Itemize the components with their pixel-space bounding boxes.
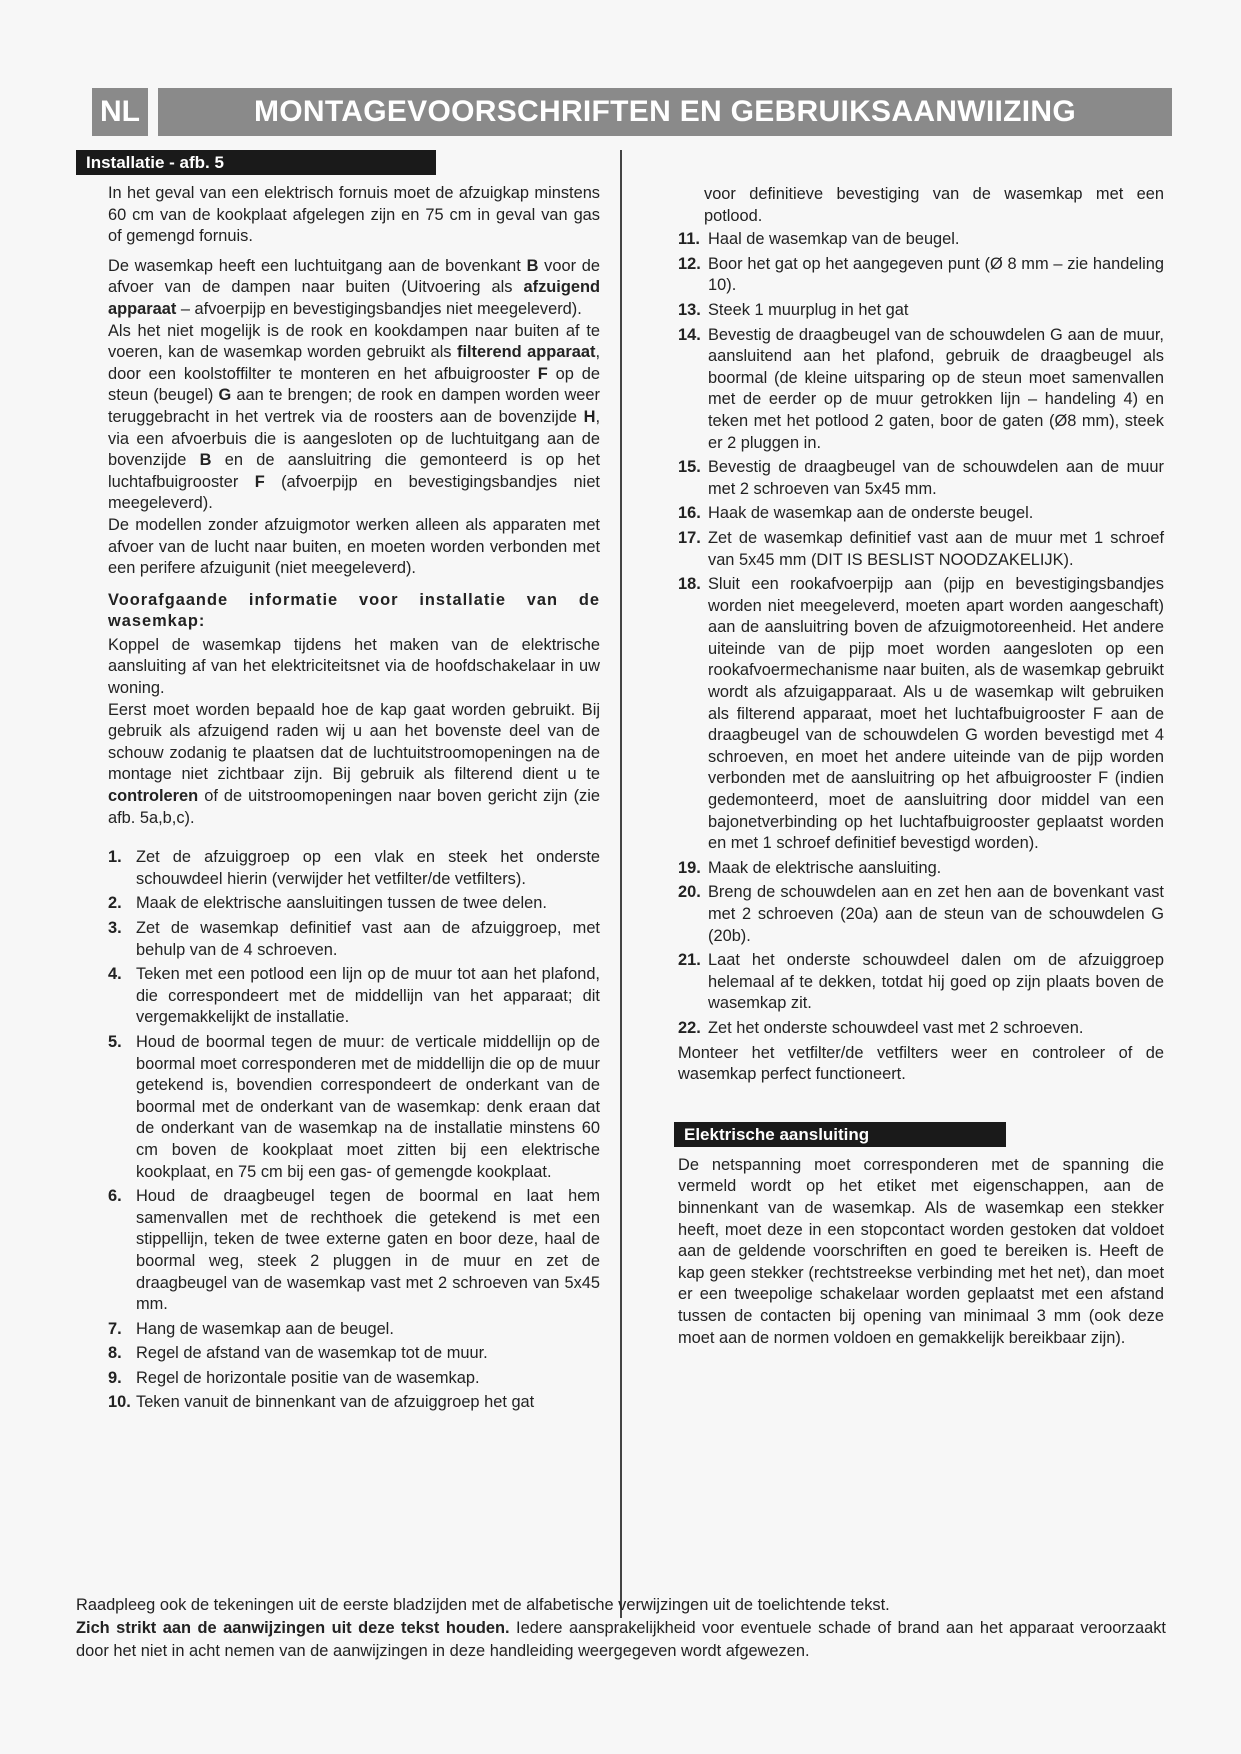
paragraph: De modellen zonder afzuigmotor werken alleen als apparaten met afvoer van de lucht naar buiten, en moeten worden verbonden met een perifere afzuigunit (niet meegeleverd). bbox=[108, 515, 600, 578]
paragraph: De netspanning moet corresponderen met de spanning die vermeld wordt op het etiket met eigenschappen, aan de binnenkant van de wasemkap. Als de wasemkap een stekker heeft, moet deze in een stopcontact worden gestoken dat voldoet aan de geldende voorschriften en goed te bereiken is. Heeft de kap geen stekker (rechtstreekse verbinding met het net), dan moet er een tweepolige schakelaar worden geplaatst met een afstand tussen de contacten bij opening van minimaal 3 mm (ook deze moet aan de normen voldoen en gemakkelijk bereikbaar zijn). bbox=[678, 1155, 1164, 1347]
steps-list-left bbox=[108, 847, 600, 1414]
list-item: 16. Haak de wasemkap aan de onderste beugel. bbox=[678, 504, 1034, 523]
list-item: 14. Bevestig de draagbeugel van de schouwdelen G aan de muur, aansluitend aan het plafond, gebruik de draagbeugel als boormal (de kleine uitsparing op de steun moet samenvallen met de eerder op de muur getrokken lijn – handeling 4) en teken met het potlood 2 gaten, boor de gaten (Ø8 mm), steek er 2 pluggen in. bbox=[678, 325, 1164, 452]
list-item: 4. Teken met een potlood een lijn op de muur tot aan het plafond, die correspondeert met de middellijn van het apparaat; dit vergemakkelijkt de installatie. bbox=[108, 965, 600, 1027]
steps-list-right bbox=[678, 229, 1164, 1039]
list-item: 10. Teken vanuit de binnenkant van de afzuiggroep het gat bbox=[108, 1393, 535, 1412]
paragraph: In het geval van een elektrisch fornuis moet de afzuigkap minstens 60 cm van de kookplaat afgelegen zijn en 75 cm in geval van gas of gemengd fornuis. bbox=[108, 184, 600, 246]
list-item: 6. Houd de draagbeugel tegen de boormal en laat hem samenvallen met de rechthoek die getekend is met een stippellijn, teken de twee externe gaten en boor deze, haal de boormal weg, steek 2 pluggen in de muur en zet de draagbeugel van de wasemkap vast met 2 schroeven van 5x45 mm. bbox=[108, 1187, 600, 1314]
list-item: 7. Hang de wasemkap aan de beugel. bbox=[108, 1319, 394, 1338]
page-title: MONTAGEVOORSCHRIFTEN EN GEBRUIKSAANWIIZING bbox=[158, 88, 1172, 136]
language-badge: NL bbox=[92, 88, 148, 136]
list-item: 11. Haal de wasemkap van de beugel. bbox=[678, 230, 960, 249]
paragraph: Monteer het vetfilter/de vetfilters weer en controleer of de wasemkap perfect functioneert. bbox=[678, 1043, 1164, 1084]
list-item: 22. Zet het onderste schouwdeel vast met 2 schroeven. bbox=[678, 1018, 1084, 1037]
list-item: 1. Zet de afzuiggroep op een vlak en steek het onderste schouwdeel hierin (verwijder het vetfilter/de vetfilters). bbox=[108, 848, 600, 888]
footer-note bbox=[76, 1594, 1166, 1663]
electrical-section-heading: Elektrische aansluiting bbox=[674, 1122, 1006, 1147]
installation-section-heading: Installatie - afb. 5 bbox=[76, 150, 436, 175]
paragraph: Koppel de wasemkap tijdens het maken van de elektrische aansluiting af van het elektriciteitsnet via de hoofdschakelaar in uw woning. bbox=[108, 635, 600, 698]
list-item: 18. Sluit een rookafvoerpijp aan (pijp en bevestigingsbandjes worden niet meegeleverd, moeten apart worden aangeschaft) aan de aansluitring boven de afzuigmotoreenheid. Het andere uiteinde van de pijp moet worden aangesloten op een rookafvoermechanisme naar buiten, als de wasemkap gebruikt wordt als afzuigapparaat. Als u de wasemkap wilt gebruiken als filterend apparaat, moet het luchtafbuigrooster F aan de draagbeugel van de schouwdelen G worden bevestigd met 4 schroeven, en moet het andere uiteinde van de pijp worden verbonden met de aansluitring op het afbuigrooster F (indien gedemonteerd, moet de aansluitring door middel van een bajonetverbinding op het luchtafbuigrooster geplaatst worden en met 1 schroef definitief bevestigd worden). bbox=[678, 575, 1164, 853]
paragraph: De wasemkap heeft een luchtuitgang aan de bovenkant B voor de afvoer van de dampen naar buiten (Uitvoering als afzuigend apparaat – afvoerpijp en bevestigingsbandjes niet meegeleverd). bbox=[108, 256, 600, 318]
list-item: 20. Breng de schouwdelen aan en zet hen aan de bovenkant vast met 2 schroeven (20a) aan de steun van de schouwdelen G (20b). bbox=[678, 883, 1164, 945]
list-item: 8. Regel de afstand van de wasemkap tot de muur. bbox=[108, 1344, 488, 1363]
list-item: 15. Bevestig de draagbeugel van de schouwdelen aan de muur met 2 schroeven van 5x45 mm. bbox=[678, 458, 1164, 498]
list-item: 3. Zet de wasemkap definitief vast aan de afzuiggroep, met behulp van de 4 schroeven. bbox=[108, 919, 600, 959]
right-column bbox=[678, 184, 1164, 1357]
paragraph: Eerst moet worden bepaald hoe de kap gaat worden gebruikt. Bij gebruik als afzuigend raden wij u aan het bovenste deel van de schouw zodanig te plaatsen dat de luchtuitstroomopeningen na de montage niet zichtbaar zijn. Bij gebruik als filterend dient u te controleren of de uitstroomopeningen naar boven gericht zijn (zie afb. 5a,b,c). bbox=[108, 700, 600, 827]
list-item: 17. Zet de wasemkap definitief vast aan de muur met 1 schroef van 5x45 mm (DIT IS BESLIST NOODZAKELIJK). bbox=[678, 528, 1164, 569]
list-item: 5. Houd de boormal tegen de muur: de verticale middellijn op de boormal moet corresponderen met de middellijn die op de muur getekend is, bovendien correspondeert de onderkant van de boormal met de onderkant van de wasemkap: denk eraan dat de onderkant van de wasemkap na de installatie minstens 60 cm boven de kookplaat moet zitten bij een elektrische kookplaat, en 75 cm bij een gas- of gemengde kookplaat. bbox=[108, 1032, 600, 1181]
left-column bbox=[86, 150, 601, 1417]
footer-warning: Zich strikt aan de aanwijzingen uit deze tekst houden. Iedere aansprakelijkheid voor eventuele schade of brand aan het apparaat veroorzaakt door het niet in acht nemen van de aanwijzingen in deze handleiding weergegeven wordt afgewezen. bbox=[76, 1619, 1166, 1660]
footer-line: Raadpleeg ook de tekeningen uit de eerste bladzijden met de alfabetische verwijzingen uit de toelichtende tekst. bbox=[76, 1596, 890, 1614]
list-item: 9. Regel de horizontale positie van de wasemkap. bbox=[108, 1368, 480, 1387]
paragraph: Als het niet mogelijk is de rook en kookdampen naar buiten af te voeren, kan de wasemkap worden gebruikt als filterend apparaat, door een koolstoffilter te monteren en het afbuigrooster F op de steun (beugel) G aan te brengen; de rook en dampen worden weer teruggebracht in het vertrek via de roosters aan de bovenzijde H, via een afvoerbuis die is aangesloten op de luchtuitgang aan de bovenzijde B en de aansluitring die gemonteerd is op het luchtafbuigrooster F (afvoerpijp en bevestigingsbandjes niet meegeleverd). bbox=[108, 321, 601, 513]
list-item: 12. Boor het gat op het aangegeven punt (Ø 8 mm – zie handeling 10). bbox=[678, 254, 1164, 295]
subheading: Voorafgaande informatie voor installatie van de wasemkap: bbox=[108, 590, 600, 631]
list-item: 13. Steek 1 muurplug in het gat bbox=[678, 300, 909, 319]
list-item: 19. Maak de elektrische aansluiting. bbox=[678, 858, 942, 877]
list-item: 2. Maak de elektrische aansluitingen tussen de twee delen. bbox=[108, 894, 547, 913]
page-header bbox=[92, 88, 1172, 136]
list-item: 21. Laat het onderste schouwdeel dalen om de afzuiggroep helemaal af te dekken, totdat hij goed op zijn plaats boven de wasemkap zit. bbox=[678, 951, 1164, 1013]
paragraph: voor definitieve bevestiging van de wasemkap met een potlood. bbox=[704, 185, 1164, 225]
column-divider bbox=[620, 150, 622, 1618]
